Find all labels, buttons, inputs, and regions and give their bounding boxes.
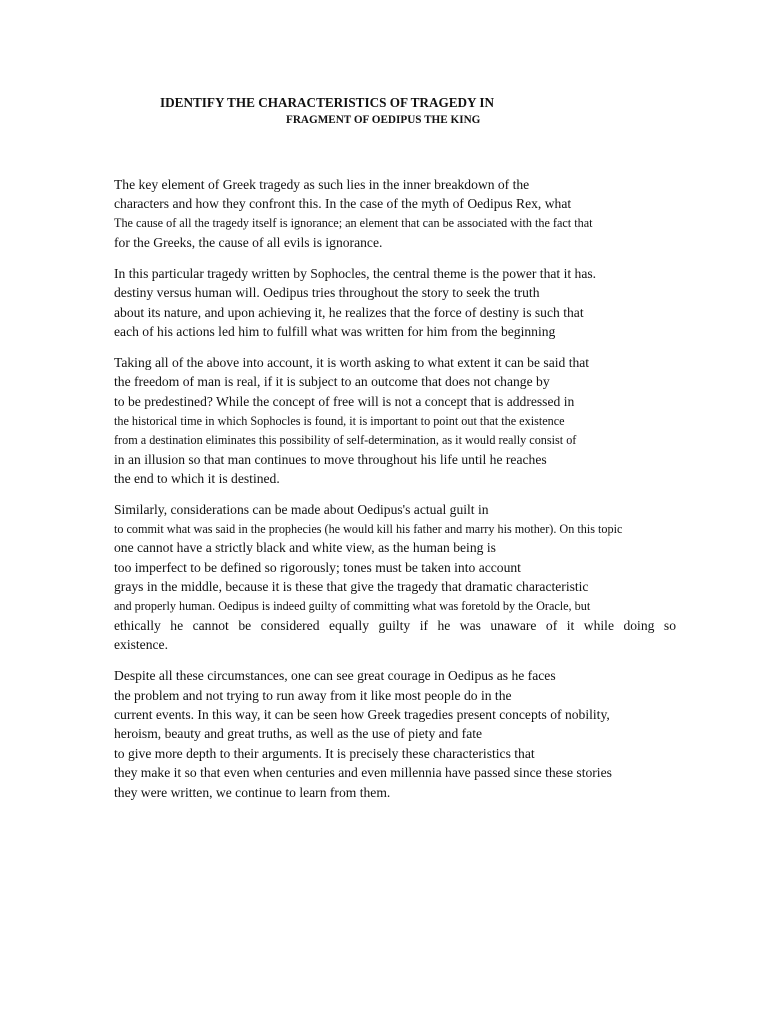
text-line: they make it so that even when centuries and even millennia have passed since these stories xyxy=(114,765,612,780)
text-line: one cannot have a strictly black and white view, as the human being is xyxy=(114,540,496,555)
text-line: to be predestined? While the concept of free will is not a concept that is addressed in xyxy=(114,394,575,409)
text-line: Similarly, considerations can be made about Oedipus's actual guilt in xyxy=(114,502,489,517)
text-line: The cause of all the tragedy itself is ignorance; an element that can be associated with the fact that xyxy=(114,216,593,230)
text-line: and properly human. Oedipus is indeed guilty of committing what was foretold by the Oracle, but xyxy=(114,599,591,613)
text-line: existence. xyxy=(114,637,168,652)
text-line: ethically he cannot be considered equally guilty if he was unaware of it while doing so xyxy=(114,618,676,633)
document-subtitle: FRAGMENT OF OEDIPUS THE KING xyxy=(286,114,481,126)
text-line: The key element of Greek tragedy as such lies in the inner breakdown of the xyxy=(114,177,530,192)
text-line: Despite all these circumstances, one can see great courage in Oedipus as he faces xyxy=(114,668,556,683)
text-line: they were written, we continue to learn from them. xyxy=(114,785,391,800)
text-line: from a destination eliminates this possibility of self-determination, as it would really consist of xyxy=(114,433,577,447)
text-line: about its nature, and upon achieving it, he realizes that the force of destiny is such that xyxy=(114,305,584,320)
text-line: in an illusion so that man continues to move throughout his life until he reaches xyxy=(114,452,547,467)
text-line: destiny versus human will. Oedipus tries throughout the story to seek the truth xyxy=(114,285,540,300)
text-line: grays in the middle, because it is these that give the tragedy that dramatic characteristic xyxy=(114,579,589,594)
text-line: characters and how they confront this. In the case of the myth of Oedipus Rex, what xyxy=(114,196,572,211)
document-title: IDENTIFY THE CHARACTERISTICS OF TRAGEDY IN xyxy=(160,95,495,110)
text-line: for the Greeks, the cause of all evils is ignorance. xyxy=(114,235,383,250)
text-line: to commit what was said in the prophecies (he would kill his father and marry his mother). On this topic xyxy=(114,522,623,536)
text-line: the historical time in which Sophocles is found, it is important to point out that the existence xyxy=(114,414,565,428)
text-line: Taking all of the above into account, it is worth asking to what extent it can be said that xyxy=(114,355,590,370)
text-line: current events. In this way, it can be seen how Greek tragedies present concepts of nobility, xyxy=(114,707,610,722)
text-line: the freedom of man is real, if it is subject to an outcome that does not change by xyxy=(114,374,550,389)
text-line: the problem and not trying to run away from it like most people do in the xyxy=(114,688,512,703)
text-line: too imperfect to be defined so rigorously; tones must be taken into account xyxy=(114,560,521,575)
text-line: heroism, beauty and great truths, as well as the use of piety and fate xyxy=(114,726,483,741)
text-line: In this particular tragedy written by Sophocles, the central theme is the power that it has. xyxy=(114,266,597,281)
text-line: each of his actions led him to fulfill what was written for him from the beginning xyxy=(114,324,556,339)
text-line: the end to which it is destined. xyxy=(114,471,280,486)
text-line: to give more depth to their arguments. It is precisely these characteristics that xyxy=(114,746,535,761)
